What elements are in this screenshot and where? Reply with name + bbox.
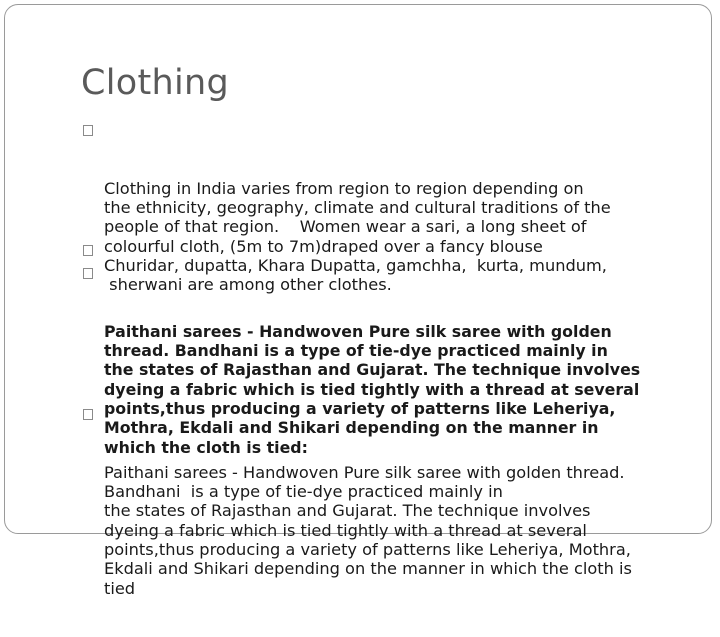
bullet-box-icon (83, 245, 93, 256)
slide-title: Clothing (81, 63, 230, 103)
bullet-box-icon (83, 125, 93, 136)
bullet-text: Clothing in India varies from region to region depending on the ethnicity, geography, climate and cultural traditions of the people of that region. Women wear a sari, a long sheet of colourful cloth, (5m to 7m)draped over a fancy blouse Churidar, dupatta, Khara Dupatta, gamchha, kurta, mundum, sherwani are among other clothes. (104, 178, 611, 295)
bullet-text: Paithani sarees - Handwoven Pure silk saree with golden thread. Bandhani is a type of tie-dye practiced mainly in the states of Rajasthan and Gujarat. The technique involves dyeing a fabric which is tied tightly with a thread at several points,thus producing a variety of patterns like Leheriya, Mothra, Ekdali and Shikari depending on the manner in which the cloth is tied (104, 462, 632, 598)
bullet-item (83, 405, 632, 637)
bullet-text: Paithani sarees - Handwoven Pure silk saree with golden thread. Bandhani is a type of tie-dye practiced mainly in the states of Rajasthan and Gujarat. The technique involves dyeing a fabric which is tied tightly with a thread at several points,thus producing a variety of patterns like Leheriya, Mothra, Ekdali and Shikari depending on the manner in which the cloth is tied: (104, 321, 641, 457)
bullet-box-icon (83, 268, 93, 279)
bullet-box-icon (83, 409, 93, 420)
slide (4, 4, 712, 598)
